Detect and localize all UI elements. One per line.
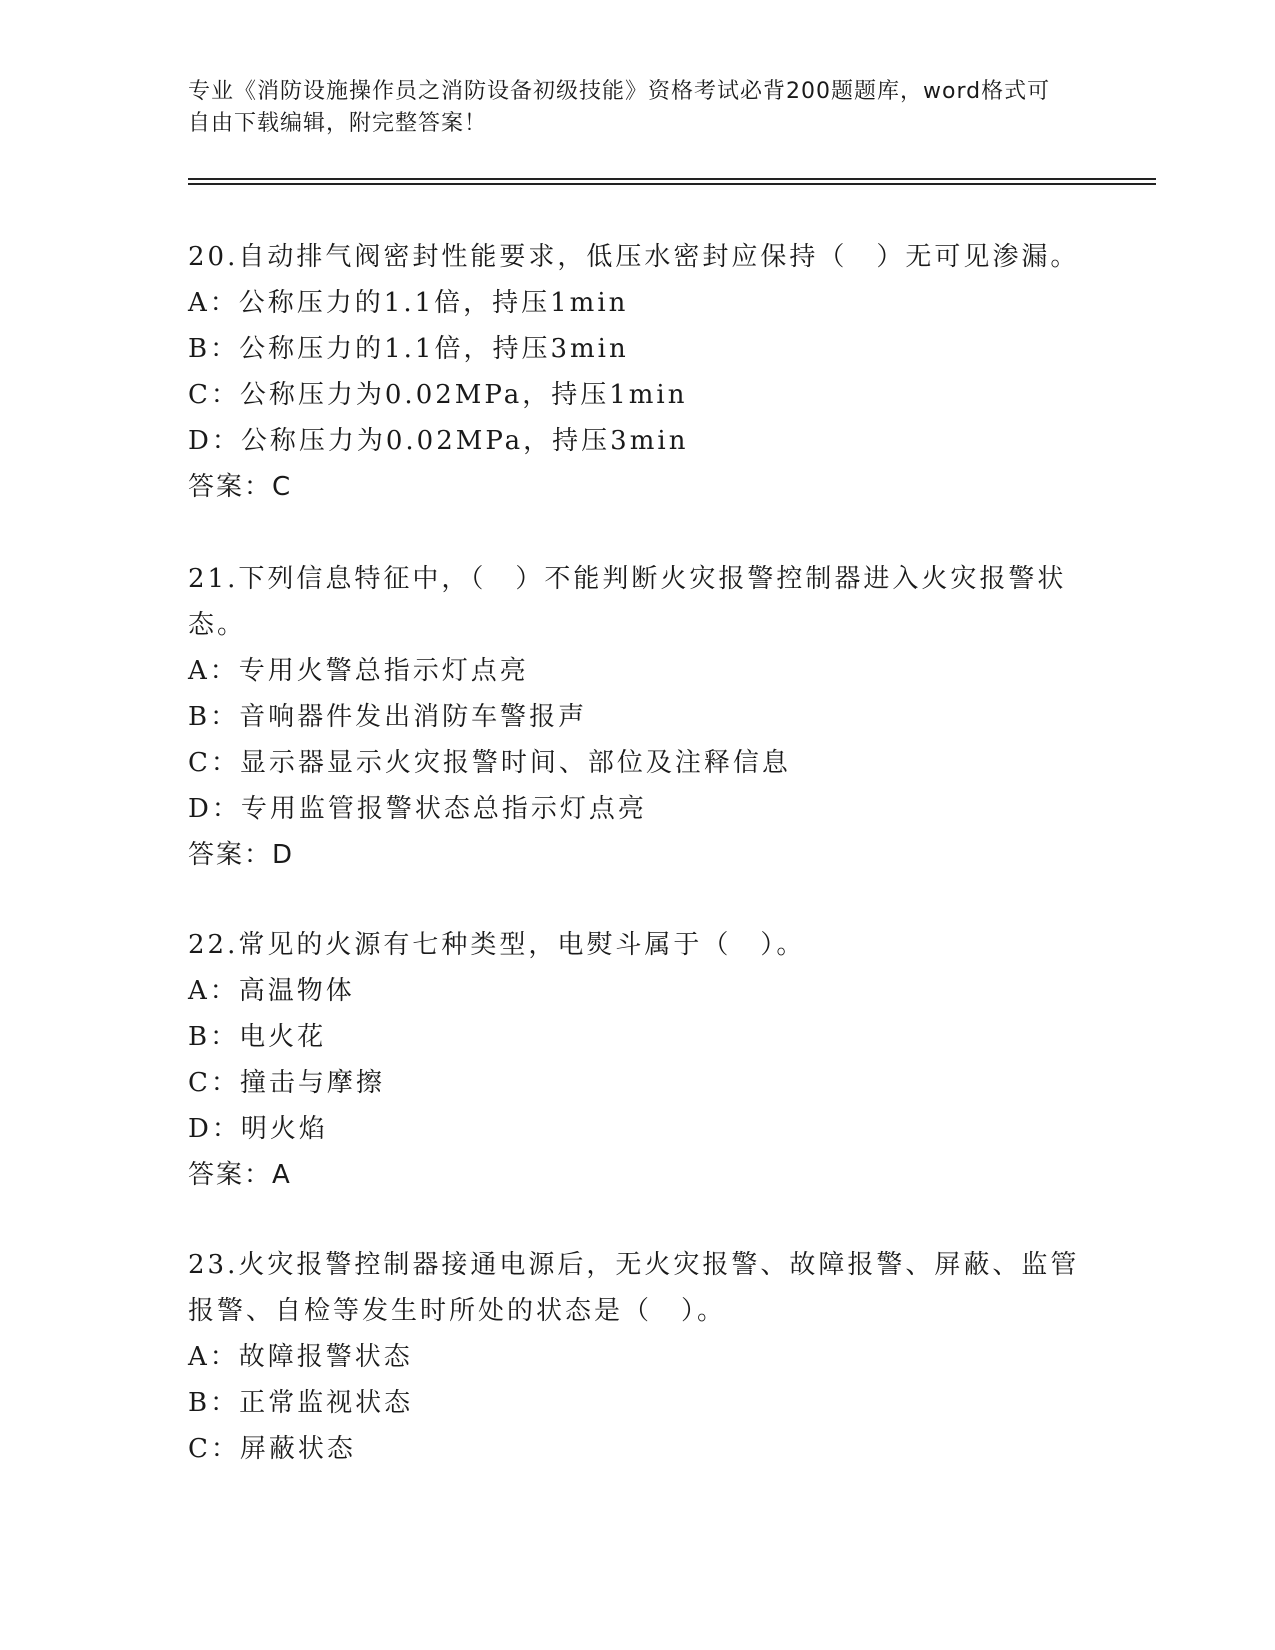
option-c: C：显示器显示火灾报警时间、部位及注释信息 [188,748,791,778]
option-b: B：音响器件发出消防车警报声 [188,702,588,732]
header-divider-bottom [188,183,1156,185]
option-c: C：屏蔽状态 [188,1434,356,1464]
option-d: D：专用监管报警状态总指示灯点亮 [188,794,647,824]
answer: 答案：D [188,840,295,870]
question-stem: 20.自动排气阀密封性能要求，低压水密封应保持（ ）无可见渗漏。 [188,242,1080,272]
option-a: A：高温物体 [188,976,355,1006]
option-d: D：公称压力为0.02MPa，持压3min [188,426,689,456]
option-c: C：公称压力为0.02MPa，持压1min [188,380,688,410]
question-23 [188,1242,1083,1472]
answer: 答案：A [188,1160,292,1190]
option-a: A：专用火警总指示灯点亮 [188,656,529,686]
document-header: 专业《消防设施操作员之消防设备初级技能》资格考试必背200题题库，word格式可自由下载编辑，附完整答案！ [188,79,1051,136]
option-b: B：电火花 [188,1022,327,1052]
question-20 [188,234,1083,510]
header-divider-top [188,178,1156,180]
option-a: A：公称压力的1.1倍，持压1min [188,288,629,318]
answer: 答案：C [188,472,293,502]
question-stem: 22.常见的火源有七种类型，电熨斗属于（ ）。 [188,930,806,960]
question-21 [188,556,1083,878]
option-d: D：明火焰 [188,1114,328,1144]
option-c: C：撞击与摩擦 [188,1068,385,1098]
question-stem: 21.下列信息特征中，（ ）不能判断火灾报警控制器进入火灾报警状态。 [188,564,1067,640]
option-b: B：公称压力的1.1倍，持压3min [188,334,629,364]
question-22 [188,922,1083,1198]
option-a: A：故障报警状态 [188,1342,413,1372]
option-b: B：正常监视状态 [188,1388,414,1418]
question-stem: 23.火灾报警控制器接通电源后，无火灾报警、故障报警、屏蔽、监管报警、自检等发生时所处的状态是（ ）。 [188,1250,1080,1326]
